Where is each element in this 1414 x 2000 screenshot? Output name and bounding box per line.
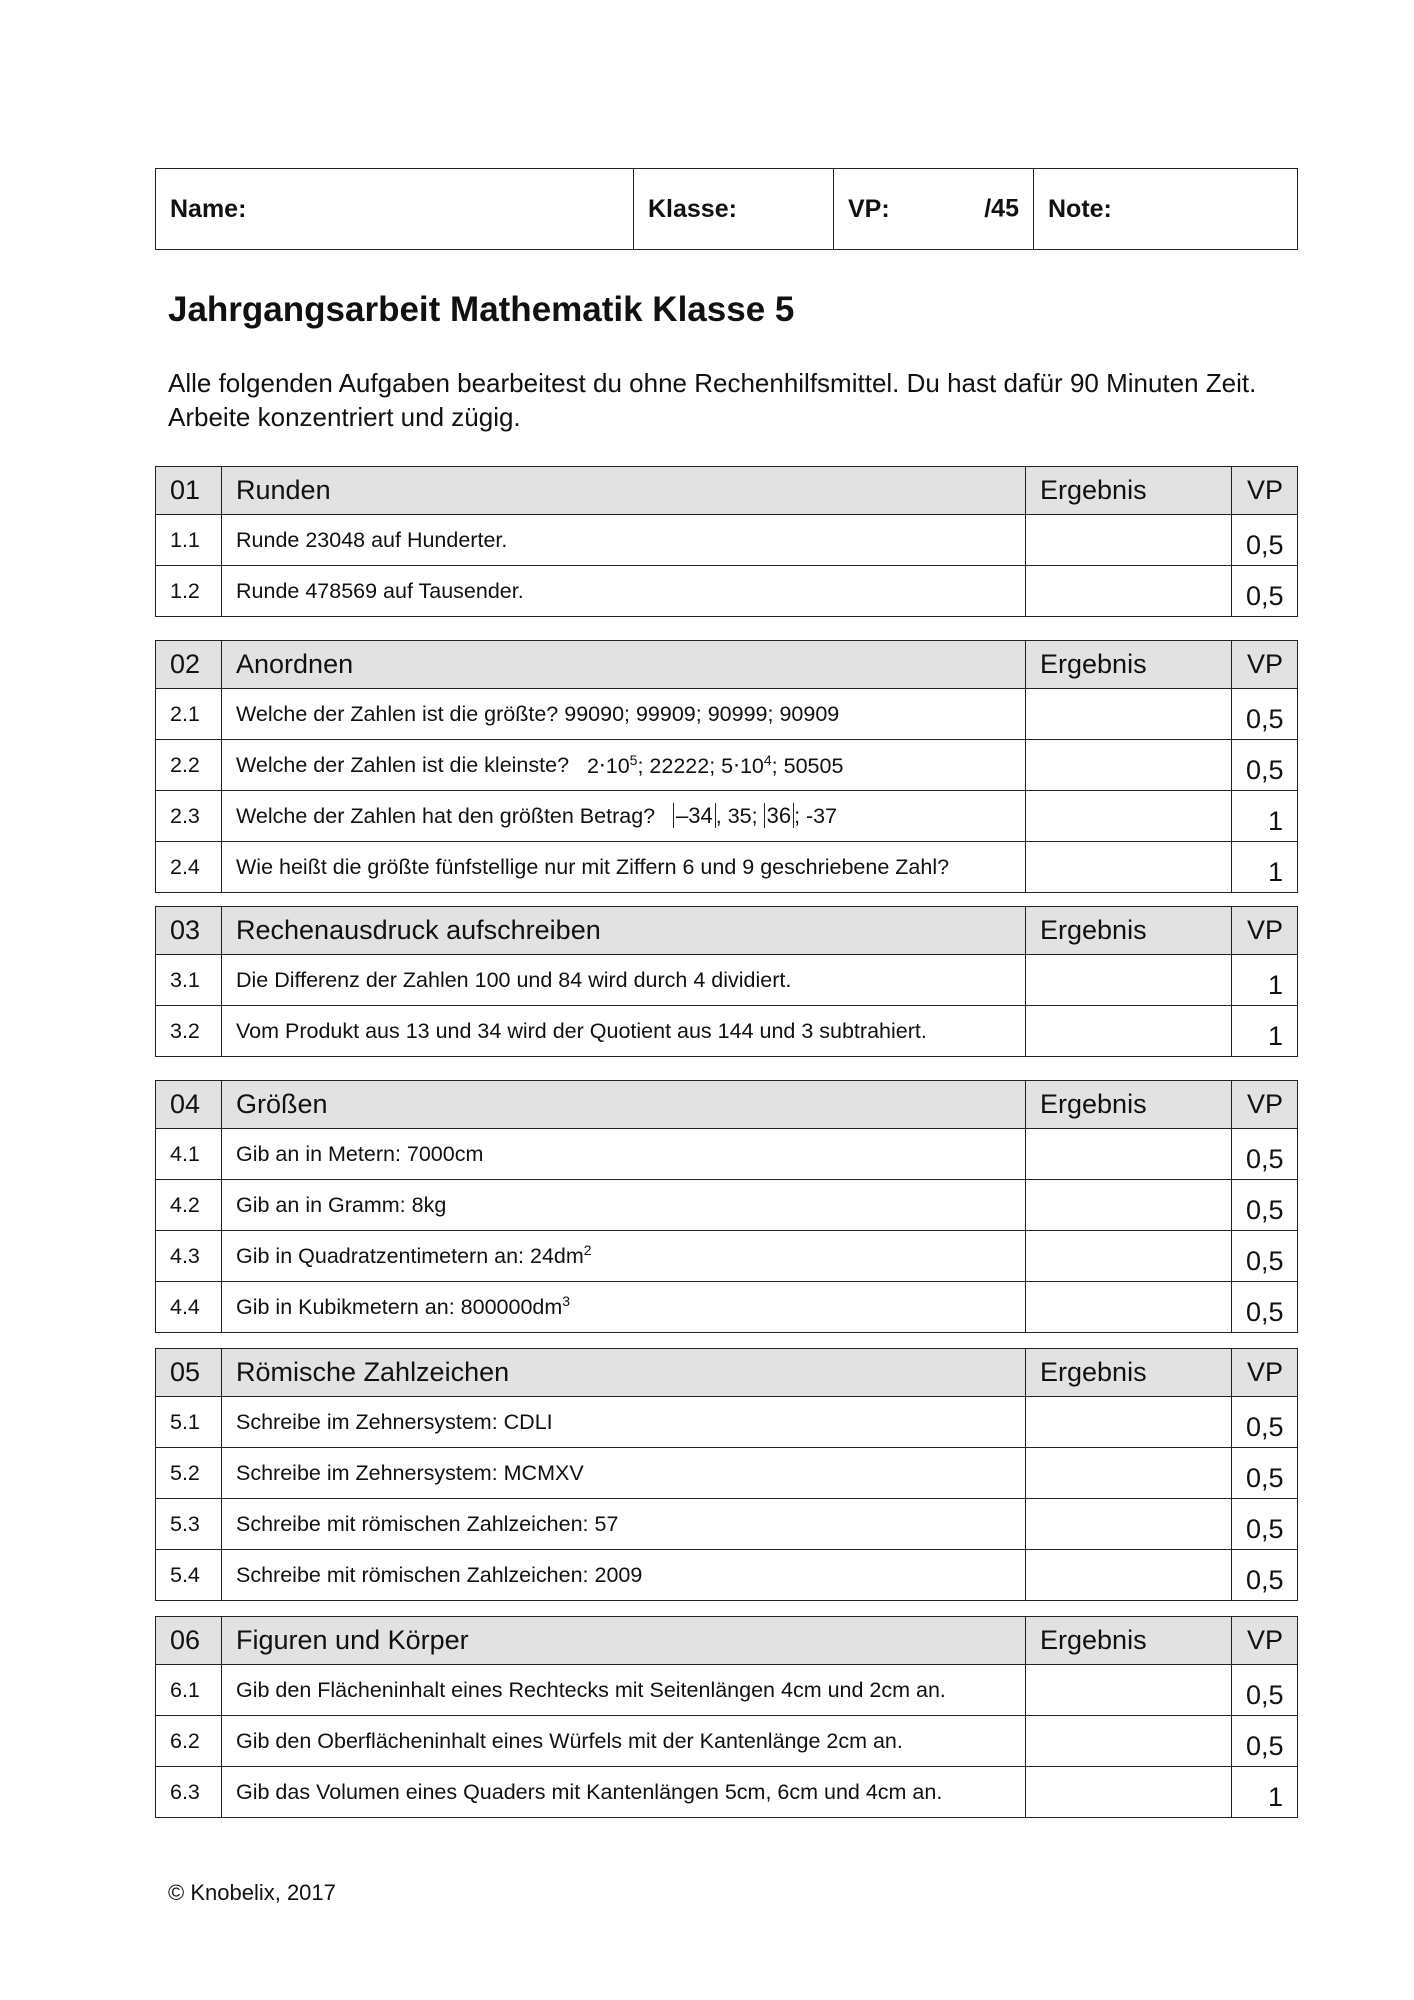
section-header-row [156,1617,1298,1665]
section-number: 02 [156,641,222,689]
class-cell[interactable] [634,169,834,250]
result-field[interactable] [1026,1716,1232,1767]
result-field[interactable] [1026,566,1232,617]
task-text: Die Differenz der Zahlen 100 und 84 wird durch 4 dividiert. [236,967,792,992]
task-row [156,566,1298,617]
task-number: 3.2 [156,1006,222,1057]
task-text: Runde 23048 auf Hunderter. [236,527,508,552]
task-row [156,1499,1298,1550]
name-cell[interactable] [156,169,634,250]
section-header-row [156,467,1298,515]
task-text: Gib an in Metern: 7000cm [236,1141,484,1166]
points-header: VP [1232,1617,1298,1665]
task-row [156,1129,1298,1180]
task-number: 2.2 [156,740,222,791]
task-number: 4.2 [156,1180,222,1231]
points-header: VP [1232,641,1298,689]
task-question [222,1499,1026,1550]
task-row [156,1550,1298,1601]
task-points: 0,5 [1232,1231,1298,1282]
task-section-01 [155,466,1298,617]
task-points: 1 [1232,955,1298,1006]
task-row [156,1397,1298,1448]
task-question [222,740,1026,791]
points-header: VP [1232,907,1298,955]
result-field[interactable] [1026,842,1232,893]
task-row [156,1006,1298,1057]
task-number: 5.4 [156,1550,222,1601]
task-row [156,1231,1298,1282]
name-label: Name: [170,194,247,223]
task-points: 1 [1232,791,1298,842]
result-header: Ergebnis [1026,641,1232,689]
task-number: 6.3 [156,1767,222,1818]
task-text: Gib das Volumen eines Quaders mit Kantenlängen 5cm, 6cm und 4cm an. [236,1779,943,1804]
task-points: 0,5 [1232,1448,1298,1499]
task-text: Gib an in Gramm: 8kg [236,1192,447,1217]
task-text: Gib den Flächeninhalt eines Rechtecks mit Seitenlängen 4cm und 2cm an. [236,1677,946,1702]
task-section-06 [155,1616,1298,1818]
task-text: Schreibe im Zehnersystem: CDLI [236,1409,553,1434]
task-row [156,842,1298,893]
section-title: Runden [222,467,1026,515]
task-row [156,1282,1298,1333]
task-question [222,1180,1026,1231]
points-header: VP [1232,1081,1298,1129]
result-field[interactable] [1026,1550,1232,1601]
task-question [222,842,1026,893]
task-question [222,1550,1026,1601]
task-row [156,1716,1298,1767]
section-header-row [156,641,1298,689]
result-header: Ergebnis [1026,907,1232,955]
task-question [222,1006,1026,1057]
task-number: 1.2 [156,566,222,617]
task-row [156,955,1298,1006]
task-section-04 [155,1080,1298,1333]
task-row [156,515,1298,566]
task-number: 6.2 [156,1716,222,1767]
task-text: Gib den Oberflächeninhalt eines Würfels mit der Kantenlänge 2cm an. [236,1728,903,1753]
grade-cell[interactable] [1034,169,1298,250]
task-points: 0,5 [1232,566,1298,617]
task-text: Schreibe mit römischen Zahlzeichen: 2009 [236,1562,643,1587]
task-text: Vom Produkt aus 13 und 34 wird der Quotient aus 144 und 3 subtrahiert. [236,1018,927,1043]
result-field[interactable] [1026,689,1232,740]
section-number: 06 [156,1617,222,1665]
result-header: Ergebnis [1026,467,1232,515]
task-text: Schreibe im Zehnersystem: MCMXV [236,1460,584,1485]
result-field[interactable] [1026,1448,1232,1499]
section-title: Größen [222,1081,1026,1129]
task-row [156,740,1298,791]
task-text: Runde 478569 auf Tausender. [236,578,524,603]
task-number: 5.3 [156,1499,222,1550]
task-number: 2.1 [156,689,222,740]
task-question [222,1397,1026,1448]
task-section-03 [155,906,1298,1057]
points-header: VP [1232,467,1298,515]
task-number: 2.3 [156,791,222,842]
unit-exponent: 2 [583,1242,592,1259]
section-header-row [156,1349,1298,1397]
task-number: 4.1 [156,1129,222,1180]
task-number: 4.4 [156,1282,222,1333]
task-section-05 [155,1348,1298,1601]
task-question [222,1129,1026,1180]
task-question [222,689,1026,740]
section-title: Figuren und Körper [222,1617,1026,1665]
task-number: 3.1 [156,955,222,1006]
section-title: Römische Zahlzeichen [222,1349,1026,1397]
page-title: Jahrgangsarbeit Mathematik Klasse 5 [168,290,795,329]
result-field[interactable] [1026,1180,1232,1231]
task-points: 0,5 [1232,1716,1298,1767]
result-field[interactable] [1026,791,1232,842]
student-info-table [155,168,1298,250]
section-number: 01 [156,467,222,515]
grade-label: Note: [1048,194,1112,223]
result-field[interactable] [1026,1665,1232,1716]
result-field[interactable] [1026,955,1232,1006]
task-row [156,1767,1298,1818]
result-header: Ergebnis [1026,1617,1232,1665]
result-header: Ergebnis [1026,1349,1232,1397]
section-number: 03 [156,907,222,955]
section-title: Anordnen [222,641,1026,689]
task-row [156,1180,1298,1231]
task-question [222,791,1026,842]
result-field[interactable] [1026,1767,1232,1818]
task-text: Gib in Kubikmetern an: 800000dm [236,1295,563,1320]
points-header: VP [1232,1349,1298,1397]
vp-cell[interactable] [834,169,1034,250]
task-question [222,1716,1026,1767]
task-points: 0,5 [1232,1665,1298,1716]
result-field[interactable] [1026,515,1232,566]
result-header: Ergebnis [1026,1081,1232,1129]
task-text: Welche der Zahlen ist die kleinste? [236,753,570,778]
task-points: 0,5 [1232,1499,1298,1550]
task-points: 0,5 [1232,740,1298,791]
result-field[interactable] [1026,1397,1232,1448]
result-field[interactable] [1026,1499,1232,1550]
math-expr: –34 , 35; 36 ; -37 [673,804,837,828]
task-points: 0,5 [1232,515,1298,566]
task-question [222,1282,1026,1333]
task-points: 0,5 [1232,1129,1298,1180]
copyright-footer: © Knobelix, 2017 [168,1880,336,1905]
result-field[interactable] [1026,1231,1232,1282]
task-points: 0,5 [1232,1397,1298,1448]
section-header-row [156,1081,1298,1129]
task-row [156,791,1298,842]
vp-max: /45 [984,194,1019,223]
task-number: 4.3 [156,1231,222,1282]
math-expr: $2\cdot 10^5$; 22222; $5\cdot 10^4$; 50505 [586,751,844,778]
task-points: 0,5 [1232,1550,1298,1601]
task-points: 0,5 [1232,1282,1298,1333]
task-question [222,1448,1026,1499]
task-row [156,1665,1298,1716]
task-section-02 [155,640,1298,893]
task-points: 1 [1232,1767,1298,1818]
result-field[interactable] [1026,1006,1232,1057]
task-number: 5.1 [156,1397,222,1448]
unit-exponent: 3 [562,1293,571,1310]
result-field[interactable] [1026,740,1232,791]
section-title: Rechenausdruck aufschreiben [222,907,1026,955]
result-field[interactable] [1026,1129,1232,1180]
task-row [156,1448,1298,1499]
section-number: 05 [156,1349,222,1397]
task-text: Gib in Quadratzentimetern an: 24dm [236,1244,584,1269]
task-question [222,566,1026,617]
task-row [156,689,1298,740]
task-question [222,515,1026,566]
task-question [222,1231,1026,1282]
task-text: Wie heißt die größte fünfstellige nur mit Ziffern 6 und 9 geschriebene Zahl? [236,854,950,879]
section-number: 04 [156,1081,222,1129]
class-label: Klasse: [648,194,737,223]
result-field[interactable] [1026,1282,1232,1333]
task-points: 0,5 [1232,1180,1298,1231]
task-text: Welche der Zahlen ist die größte? 99090; 99909; 90999; 90909 [236,701,840,726]
task-number: 5.2 [156,1448,222,1499]
task-points: 1 [1232,1006,1298,1057]
task-question [222,1665,1026,1716]
task-number: 6.1 [156,1665,222,1716]
task-number: 2.4 [156,842,222,893]
task-points: 1 [1232,842,1298,893]
task-text: Welche der Zahlen hat den größten Betrag? [236,804,656,828]
task-text: Schreibe mit römischen Zahlzeichen: 57 [236,1511,619,1536]
vp-label: VP: [848,194,890,223]
task-question [222,1767,1026,1818]
task-number: 1.1 [156,515,222,566]
section-header-row [156,907,1298,955]
intro-text: Alle folgenden Aufgaben bearbeitest du ohne Rechenhilfsmittel. Du hast dafür 90 Minuten Zeit. Arbeite konzentriert und zügig. [168,368,1257,432]
task-points: 0,5 [1232,689,1298,740]
task-question [222,955,1026,1006]
